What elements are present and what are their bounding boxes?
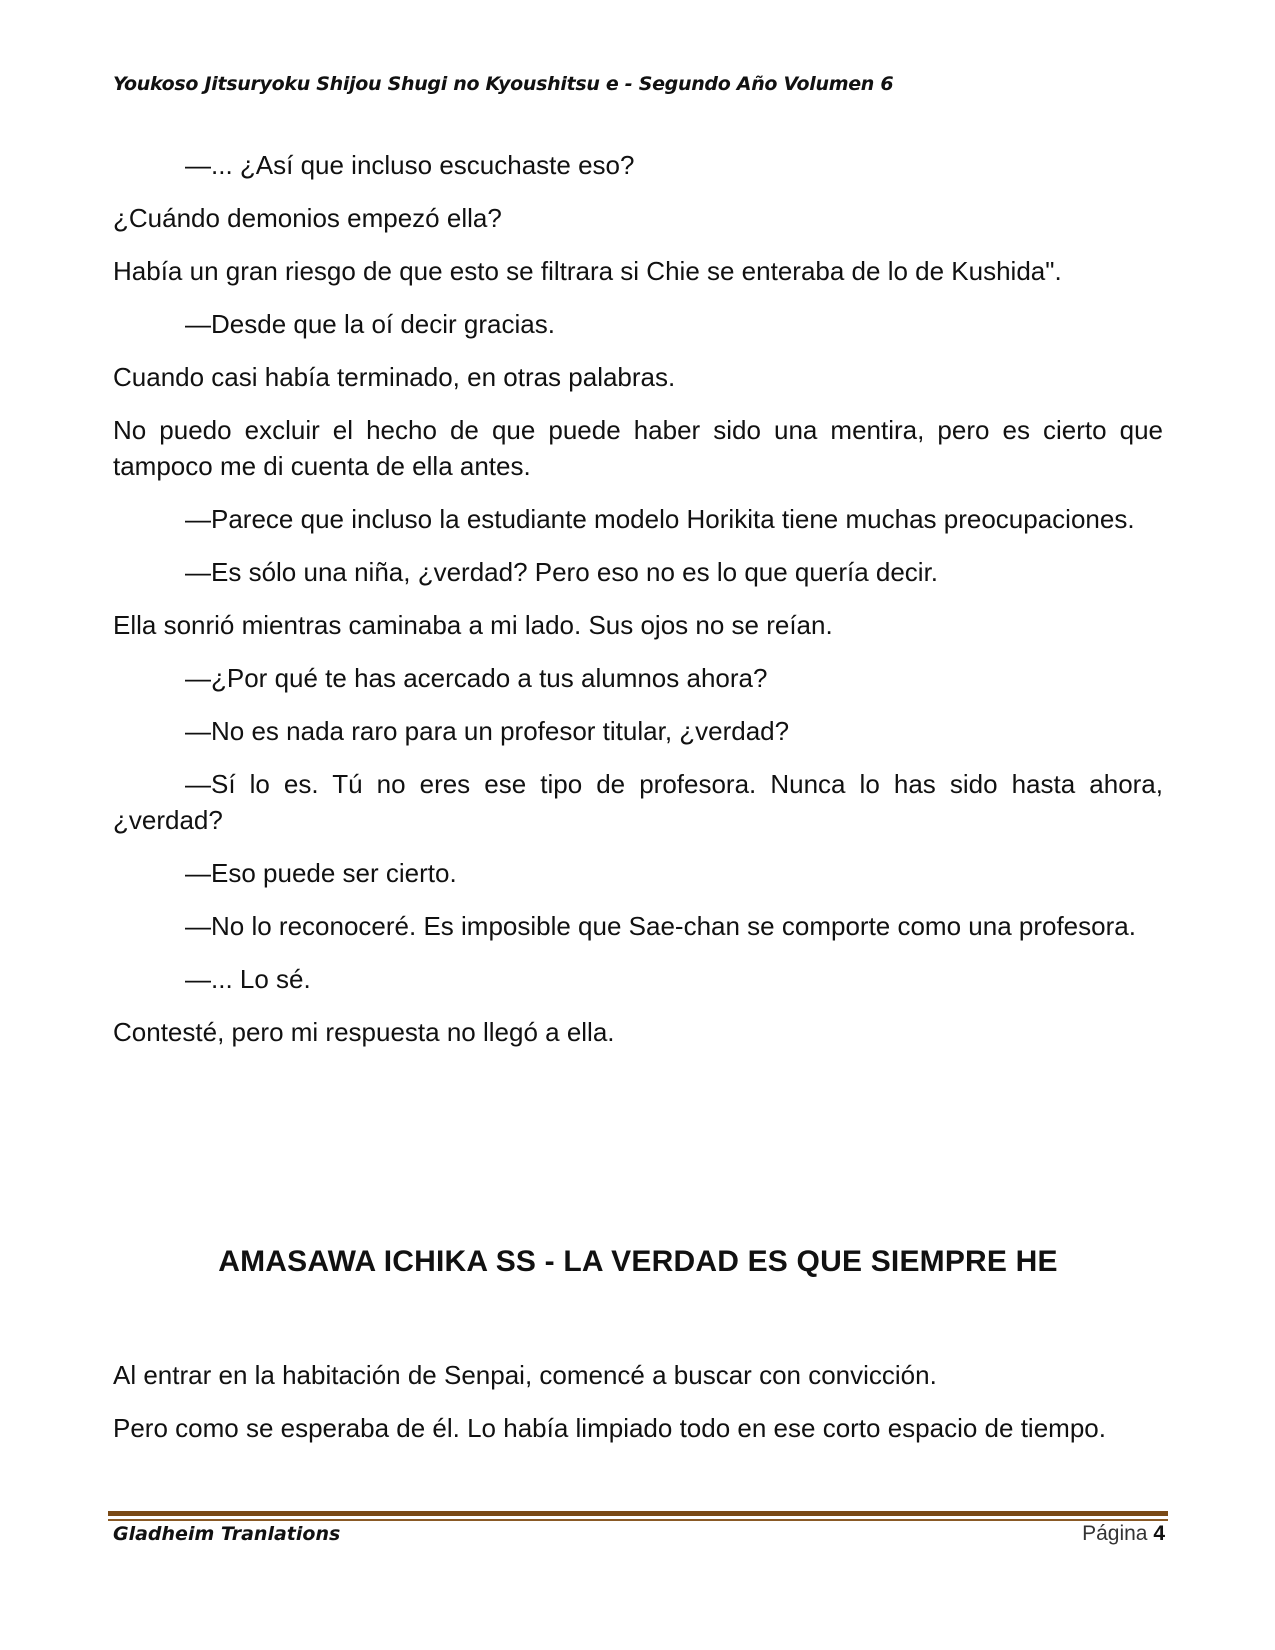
paragraph: —... Lo sé. [185, 964, 311, 994]
paragraph: Ella sonrió mientras caminaba a mi lado. Sus ojos no se reían. [113, 610, 833, 640]
footer-divider-thin [108, 1519, 1168, 1521]
paragraph: Había un gran riesgo de que esto se filtrara si Chie se enteraba de lo de Kushida". [113, 256, 1062, 286]
paragraph: ¿Cuándo demonios empezó ella? [113, 203, 502, 233]
paragraph: —¿Por qué te has acercado a tus alumnos ahora? [185, 663, 768, 693]
paragraph: —No lo reconoceré. Es imposible que Sae-chan se comporte como una profesora. [185, 911, 1136, 941]
paragraph: —Es sólo una niña, ¿verdad? Pero eso no es lo que quería decir. [185, 557, 939, 587]
paragraph: —Parece que incluso la estudiante modelo Horikita tiene muchas preocupaciones. [185, 504, 1135, 534]
footer-page-indicator [1082, 1522, 1165, 1546]
footer-publisher: Gladheim Tranlations [113, 1523, 341, 1545]
page-number: 4 [1153, 1522, 1165, 1545]
section-heading: AMASAWA ICHIKA SS - LA VERDAD ES QUE SIEMPRE HE [218, 1245, 1058, 1278]
paragraph: Al entrar en la habitación de Senpai, comencé a buscar con convicción. [113, 1360, 937, 1390]
section-heading-container [113, 1245, 1163, 1279]
paragraph: —Sí lo es. Tú no eres ese tipo de profesora. Nunca lo has sido hasta ahora, ¿verdad? [113, 769, 1163, 835]
footer-divider [108, 1511, 1168, 1516]
page-label: Página [1082, 1522, 1148, 1545]
paragraph: —Eso puede ser cierto. [185, 858, 457, 888]
paragraph: —... ¿Así que incluso escuchaste eso? [185, 150, 635, 180]
paragraph: Contesté, pero mi respuesta no llegó a ella. [113, 1017, 615, 1047]
running-header: Youkoso Jitsuryoku Shijou Shugi no Kyoushitsu e - Segundo Año Volumen 6 [113, 73, 894, 95]
paragraph: Cuando casi había terminado, en otras palabras. [113, 362, 676, 392]
body-text-section-1 [113, 147, 1163, 1067]
paragraph: —No es nada raro para un profesor titular, ¿verdad? [185, 716, 790, 746]
body-text-section-2 [113, 1357, 1163, 1463]
paragraph: Pero como se esperaba de él. Lo había limpiado todo en ese corto espacio de tiempo. [113, 1413, 1106, 1443]
paragraph: No puedo excluir el hecho de que puede haber sido una mentira, pero es cierto que tampoco me di cuenta de ella antes. [113, 415, 1163, 481]
paragraph: —Desde que la oí decir gracias. [185, 309, 555, 339]
